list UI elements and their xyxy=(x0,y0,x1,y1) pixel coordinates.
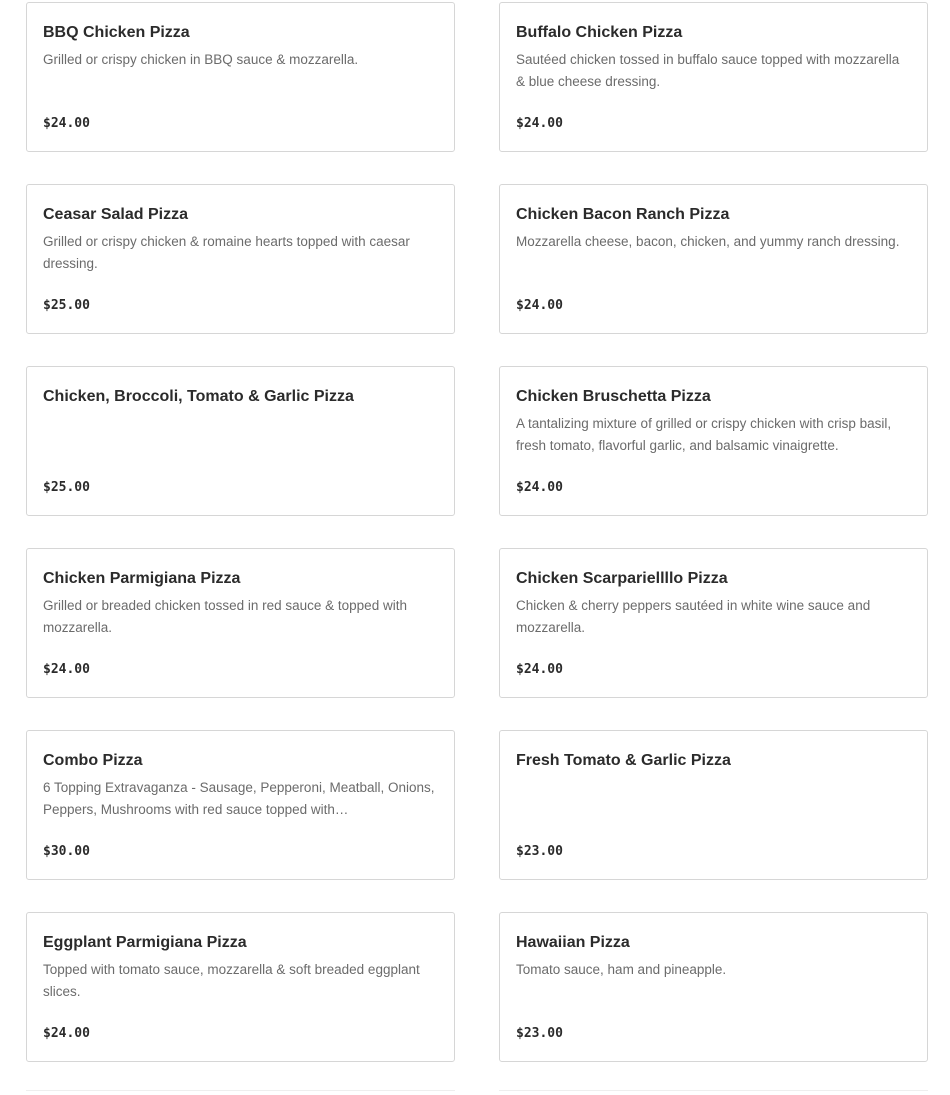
menu-item-card-chicken-bacon-ranch-pizza[interactable] xyxy=(499,184,928,334)
menu-item-price: $24.00 xyxy=(516,480,563,495)
menu-item-name: Chicken Bacon Ranch Pizza xyxy=(516,206,730,223)
menu-item-price: $25.00 xyxy=(43,480,90,495)
menu-item-description: Grilled or breaded chicken tossed in red sauce & topped with mozzarella. xyxy=(43,598,407,635)
menu-item-name: Eggplant Parmigiana Pizza xyxy=(43,934,247,951)
menu-item-name: Combo Pizza xyxy=(43,752,143,769)
menu-item-description: Chicken & cherry peppers sautéed in white wine sauce and mozzarella. xyxy=(516,598,871,635)
menu-item-price: $24.00 xyxy=(516,298,563,313)
menu-item-price: $23.00 xyxy=(516,1026,563,1041)
menu-item-card-combo-pizza[interactable] xyxy=(26,730,455,880)
menu-item-card-chicken-broccoli-tomato-garlic-pizza[interactable] xyxy=(26,366,455,516)
menu-item-price: $24.00 xyxy=(43,116,90,131)
next-row-cut-off xyxy=(26,1090,928,1094)
partial-card-edge xyxy=(26,1090,455,1095)
menu-item-name: Buffalo Chicken Pizza xyxy=(516,24,683,41)
menu-item-price: $23.00 xyxy=(516,844,563,859)
menu-item-price: $24.00 xyxy=(43,662,90,677)
menu-item-description: Grilled or crispy chicken & romaine hearts topped with caesar dressing. xyxy=(43,234,410,271)
menu-item-description: A tantalizing mixture of grilled or crispy chicken with crisp basil, fresh tomato, flavorful garlic, and balsamic vinaigrette. xyxy=(516,416,892,453)
menu-item-description: 6 Topping Extravaganza - Sausage, Pepperoni, Meatball, Onions, Peppers, Mushrooms with red sauce topped with… xyxy=(43,780,435,817)
menu-item-description: Mozzarella cheese, bacon, chicken, and yummy ranch dressing. xyxy=(516,234,900,249)
menu-item-card-buffalo-chicken-pizza[interactable] xyxy=(499,2,928,152)
menu-item-name: Chicken Parmigiana Pizza xyxy=(43,570,241,587)
menu-item-description: Tomato sauce, ham and pineapple. xyxy=(516,962,727,977)
menu-item-price: $24.00 xyxy=(516,116,563,131)
menu-item-description: Grilled or crispy chicken in BBQ sauce & mozzarella. xyxy=(43,52,359,67)
menu-item-description: Sautéed chicken tossed in buffalo sauce topped with mozzarella & blue cheese dressing. xyxy=(516,52,900,89)
menu-item-name: Chicken Bruschetta Pizza xyxy=(516,388,711,405)
menu-item-card-bbq-chicken-pizza[interactable] xyxy=(26,2,455,152)
menu-item-name: Fresh Tomato & Garlic Pizza xyxy=(516,752,731,769)
menu-item-name: Ceasar Salad Pizza xyxy=(43,206,188,223)
menu-item-card-fresh-tomato-garlic-pizza[interactable] xyxy=(499,730,928,880)
menu-item-price: $24.00 xyxy=(516,662,563,677)
partial-card-edge xyxy=(499,1090,928,1095)
menu-item-card-ceasar-salad-pizza[interactable] xyxy=(26,184,455,334)
menu-item-card-chicken-bruschetta-pizza[interactable] xyxy=(499,366,928,516)
menu-item-price: $24.00 xyxy=(43,1026,90,1041)
menu-item-card-hawaiian-pizza[interactable] xyxy=(499,912,928,1062)
menu-item-description: Topped with tomato sauce, mozzarella & soft breaded eggplant slices. xyxy=(43,962,420,999)
menu-item-name: Hawaiian Pizza xyxy=(516,934,630,951)
menu-item-name: BBQ Chicken Pizza xyxy=(43,24,190,41)
menu-item-name: Chicken Scarpariellllo Pizza xyxy=(516,570,728,587)
menu-item-price: $30.00 xyxy=(43,844,90,859)
menu-item-card-chicken-parmigiana-pizza[interactable] xyxy=(26,548,455,698)
menu-item-card-eggplant-parmigiana-pizza[interactable] xyxy=(26,912,455,1062)
menu-item-grid xyxy=(26,2,928,1062)
menu-item-name: Chicken, Broccoli, Tomato & Garlic Pizza xyxy=(43,388,354,405)
menu-item-card-chicken-scarpariello-pizza[interactable] xyxy=(499,548,928,698)
menu-item-price: $25.00 xyxy=(43,298,90,313)
